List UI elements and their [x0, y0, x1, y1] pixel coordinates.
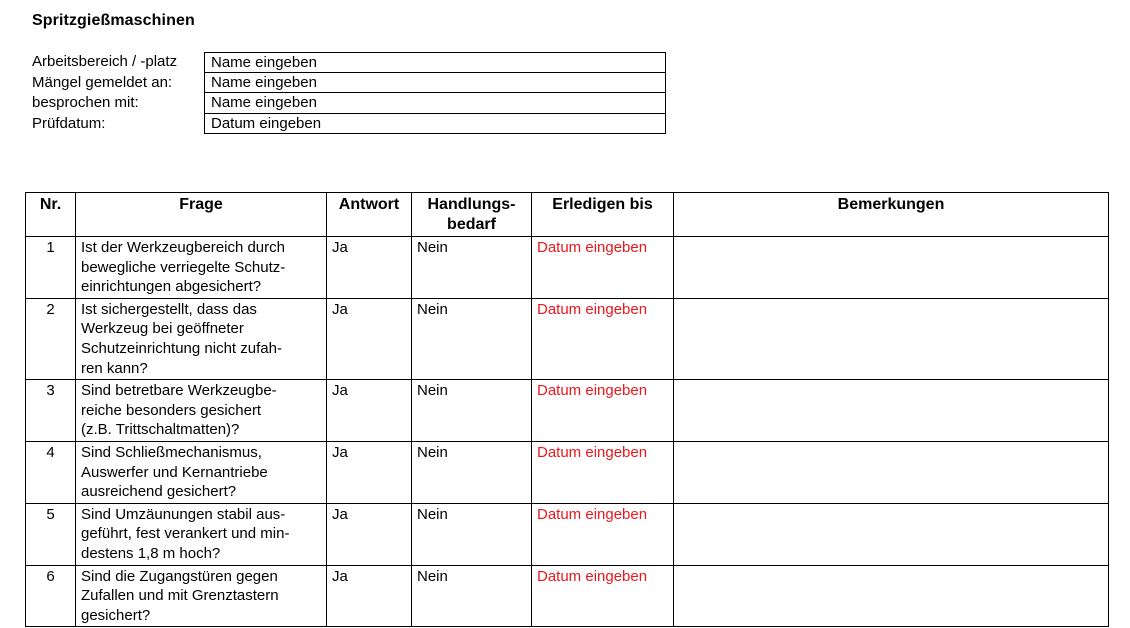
answer-cell[interactable]: Ja: [327, 503, 412, 565]
form-label: Mängel gemeldet an:: [32, 73, 173, 91]
column-header-nr: Nr.: [26, 193, 76, 237]
document-title: Spritzgießmaschinen: [32, 12, 195, 29]
question-text: Sind Umzäunungen stabil aus- geführt, fest verankert und min- destens 1,8 m hoch?: [76, 503, 327, 565]
form-row-pruefdatum: [32, 114, 666, 135]
due-date-field[interactable]: Datum eingeben: [532, 441, 674, 503]
form-label: Prüfdatum:: [32, 114, 106, 132]
question-text: Ist der Werkzeugbereich durch bewegliche verriegelte Schutz- einrichtungen abgesichert?: [76, 237, 327, 299]
due-date-field[interactable]: Datum eingeben: [532, 298, 674, 379]
remarks-cell[interactable]: [674, 441, 1109, 503]
due-date-field[interactable]: Datum eingeben: [532, 237, 674, 299]
form-row-besprochen: [32, 93, 666, 114]
form-label: Arbeitsbereich / -platz: [32, 53, 178, 70]
column-header-bemerkungen: Bemerkungen: [674, 193, 1109, 237]
table-row: [26, 380, 1109, 442]
column-header-frage: Frage: [76, 193, 327, 237]
form-row-maengel: [32, 73, 666, 94]
question-text: Sind betretbare Werkzeugbe- reiche besonders gesichert (z.B. Trittschaltmatten)?: [76, 380, 327, 442]
checklist-table: [25, 192, 1109, 627]
answer-cell[interactable]: Ja: [327, 298, 412, 379]
due-date-field[interactable]: Datum eingeben: [532, 380, 674, 442]
action-needed-cell[interactable]: Nein: [412, 380, 532, 442]
table-row: [26, 298, 1109, 379]
answer-cell[interactable]: Ja: [327, 237, 412, 299]
column-header-handlungsbedarf: Handlungs- bedarf: [412, 193, 532, 237]
remarks-cell[interactable]: [674, 380, 1109, 442]
due-date-field[interactable]: Datum eingeben: [532, 565, 674, 627]
row-number: 3: [26, 380, 76, 442]
row-number: 1: [26, 237, 76, 299]
besprochen-mit-field[interactable]: Name eingeben: [204, 93, 666, 114]
table-header-row: [26, 193, 1109, 237]
question-text: Sind die Zugangstüren gegen Zufallen und mit Grenztastern gesichert?: [76, 565, 327, 627]
remarks-cell[interactable]: [674, 237, 1109, 299]
action-needed-cell[interactable]: Nein: [412, 565, 532, 627]
question-text: Sind Schließmechanismus, Auswerfer und Kernantriebe ausreichend gesichert?: [76, 441, 327, 503]
table-row: [26, 237, 1109, 299]
pruefdatum-field[interactable]: Datum eingeben: [204, 114, 666, 135]
remarks-cell[interactable]: [674, 565, 1109, 627]
column-header-antwort: Antwort: [327, 193, 412, 237]
table-row: [26, 565, 1109, 627]
row-number: 2: [26, 298, 76, 379]
form-row-arbeitsbereich: [32, 52, 666, 73]
action-needed-cell[interactable]: Nein: [412, 441, 532, 503]
remarks-cell[interactable]: [674, 503, 1109, 565]
question-text: Ist sichergestellt, dass das Werkzeug bei geöffneter Schutzeinrichtung nicht zufah- ren kann?: [76, 298, 327, 379]
row-number: 5: [26, 503, 76, 565]
column-header-erledigen-bis: Erledigen bis: [532, 193, 674, 237]
maengel-gemeldet-field[interactable]: Name eingeben: [204, 73, 666, 94]
header-form: [32, 52, 666, 134]
row-number: 6: [26, 565, 76, 627]
form-label: besprochen mit:: [32, 94, 139, 111]
due-date-field[interactable]: Datum eingeben: [532, 503, 674, 565]
action-needed-cell[interactable]: Nein: [412, 237, 532, 299]
answer-cell[interactable]: Ja: [327, 441, 412, 503]
arbeitsbereich-field[interactable]: Name eingeben: [204, 52, 666, 73]
action-needed-cell[interactable]: Nein: [412, 503, 532, 565]
answer-cell[interactable]: Ja: [327, 380, 412, 442]
row-number: 4: [26, 441, 76, 503]
table-row: [26, 503, 1109, 565]
table-row: [26, 441, 1109, 503]
answer-cell[interactable]: Ja: [327, 565, 412, 627]
action-needed-cell[interactable]: Nein: [412, 298, 532, 379]
remarks-cell[interactable]: [674, 298, 1109, 379]
